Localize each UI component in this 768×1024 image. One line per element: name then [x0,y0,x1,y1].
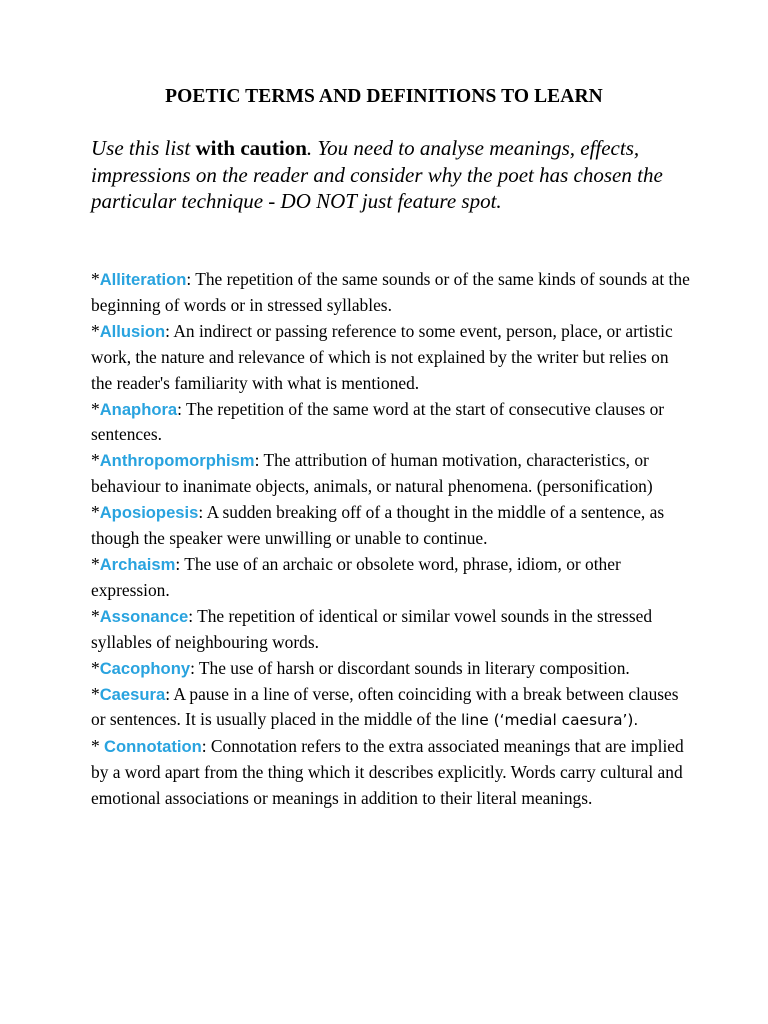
term-entry-cacophony [91,656,691,682]
terms-list [91,267,691,812]
term-entry-anthropomorphism [91,448,691,500]
entry-bullet: * [91,269,100,289]
term-name: Archaism [99,554,176,574]
entry-bullet: * [91,736,105,757]
term-name: Aposiopesis [99,503,199,523]
entry-bullet: * [91,657,100,678]
term-name: Connotation [104,737,202,757]
term-definition: : A sudden breaking off of a thought in the middle of a sentence, as though the speaker were unwilling or unable to continue. [91,502,665,549]
entry-bullet: * [91,683,100,704]
term-definition: : The repetition of identical or similar vowel sounds in the stressed syllables of neighbouring words. [91,605,653,652]
entry-bullet: * [91,398,100,419]
term-entry-archaism [91,552,691,604]
term-definition: : The use of harsh or discordant sounds in literary composition. [190,657,630,678]
term-definition-tail: line (‘medial caesura’). [460,711,639,730]
entry-bullet: * [91,605,100,626]
term-name: Assonance [99,606,189,626]
intro-text-end: . You need to analyse meanings, effects, impressions on the reader and consider why the poet has chosen the particular technique - DO NOT just feature spot. [91,136,663,213]
entry-bullet: * [91,553,100,574]
term-name: Alliteration [99,270,187,289]
intro-paragraph [91,135,711,215]
term-name: Anaphora [99,399,178,419]
entry-bullet: * [91,320,100,341]
term-entry-allusion [91,319,691,397]
entry-bullet: * [91,502,100,523]
term-entry-caesura [91,682,691,735]
term-entry-anaphora [91,397,691,449]
page-title: POETIC TERMS AND DEFINITIONS TO LEARN [165,86,603,107]
term-entry-alliteration [91,267,691,319]
term-name: Caesura [99,684,166,704]
term-name: Cacophony [99,658,191,678]
intro-emphasis: with caution [195,136,307,160]
term-entry-aposiopesis [91,500,691,552]
term-entry-connotation [91,734,691,812]
term-definition: : The repetition of the same sounds or of the same kinds of sounds at the beginning of words or in stressed syllables. [91,269,690,315]
term-definition: : Connotation refers to the extra associated meanings that are implied by a word apart from the thing which it describes explicitly. Words carry cultural and emotional associations or meanings in addition to their literal meanings. [91,736,684,809]
term-definition: : The attribution of human motivation, characteristics, or behaviour to inanimate objects, animals, or natural phenomena. (personification) [91,450,653,497]
term-definition: : The use of an archaic or obsolete word, phrase, idiom, or other expression. [91,553,621,600]
term-name: Anthropomorphism [99,451,255,471]
term-definition: : The repetition of the same word at the start of consecutive clauses or sentences. [91,398,665,445]
term-entry-assonance [91,604,691,656]
term-name: Allusion [99,321,166,341]
term-definition: : A pause in a line of verse, often coinciding with a break between clauses or sentences. It is usually placed in the middle of the [91,683,679,730]
term-definition: : An indirect or passing reference to some event, person, place, or artistic work, the nature and relevance of which is not explained by the writer but relies on the reader's familiarity with what is mentioned. [91,320,673,393]
entry-bullet: * [91,450,100,471]
intro-text-start: Use this list [91,136,196,160]
